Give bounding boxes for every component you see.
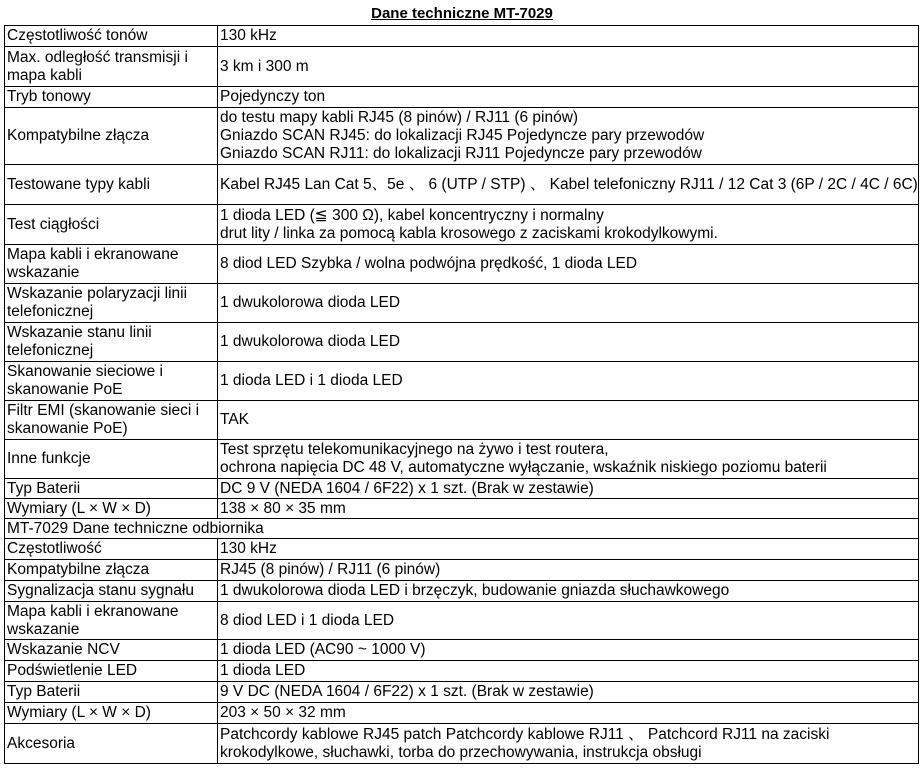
spec-label: Wymiary (L × W × D) <box>5 499 218 519</box>
spec-table <box>4 25 919 764</box>
spec-label: Wskazanie polaryzacji linii telefonicznej <box>5 284 218 323</box>
spec-value: Test sprzętu telekomunikacyjnego na żywo i test routera, ochrona napięcia DC 48 V, automatyczne wyłączanie, wskaźnik niskiego poziomu baterii <box>218 440 919 479</box>
spec-row-other-functions <box>5 440 919 479</box>
spec-row-max-distance <box>5 47 919 87</box>
spec-value: 1 dioda LED <box>218 661 919 682</box>
spec-label: Tryb tonowy <box>5 87 218 108</box>
spec-row-tone-mode <box>5 87 919 108</box>
receiver-row-frequency <box>5 539 919 560</box>
spec-value: 9 V DC (NEDA 1604 / 6F22) x 1 szt. (Brak w zestawie) <box>218 682 919 703</box>
spec-label: Filtr EMI (skanowanie sieci i skanowanie PoE) <box>5 401 218 440</box>
spec-value: do testu mapy kabli RJ45 (8 pinów) / RJ11 (6 pinów) Gniazdo SCAN RJ45: do lokalizacji RJ45 Pojedyncze pary przewodów Gniazdo SCAN RJ11: do lokalizacji RJ11 Pojedyncze pary przewodów <box>218 108 919 165</box>
spec-value: 1 dwukolorowa dioda LED <box>218 284 919 323</box>
spec-label: Inne funkcje <box>5 440 218 479</box>
spec-value: 1 dwukolorowa dioda LED i brzęczyk, budowanie gniazda słuchawkowego <box>218 581 919 602</box>
spec-label: Wymiary (L × W × D) <box>5 703 218 724</box>
document-title-text: Dane techniczne MT-7029 <box>371 5 553 22</box>
spec-value: TAK <box>218 401 919 440</box>
spec-row-line-polarity <box>5 284 919 323</box>
spec-value: 1 dioda LED (AC90 ~ 1000 V) <box>218 640 919 661</box>
spec-value: 130 kHz <box>218 539 919 560</box>
spec-value: RJ45 (8 pinów) / RJ11 (6 pinów) <box>218 560 919 581</box>
spec-value: 3 km i 300 m <box>218 47 919 87</box>
spec-row-tone-frequency <box>5 26 919 47</box>
spec-label: Skanowanie sieciowe i skanowanie PoE <box>5 362 218 401</box>
document-title <box>0 4 924 24</box>
spec-value: Pojedynczy ton <box>218 87 919 108</box>
spec-row-continuity-test <box>5 205 919 245</box>
spec-row-battery-type <box>5 479 919 499</box>
spec-value: 8 diod LED Szybka / wolna podwójna prędkość, 1 dioda LED <box>218 245 919 284</box>
spec-row-wiremap-shield <box>5 245 919 284</box>
spec-label: Mapa kabli i ekranowane wskazanie <box>5 602 218 640</box>
spec-label: Wskazanie stanu linii telefonicznej <box>5 323 218 362</box>
receiver-row-battery-type <box>5 682 919 703</box>
spec-label: Mapa kabli i ekranowane wskazanie <box>5 245 218 284</box>
spec-value: 1 dioda LED i 1 dioda LED <box>218 362 919 401</box>
spec-label: Typ Baterii <box>5 682 218 703</box>
receiver-row-led-backlight <box>5 661 919 682</box>
receiver-row-ncv <box>5 640 919 661</box>
receiver-section-header-row <box>5 519 919 539</box>
spec-row-cable-types <box>5 165 919 205</box>
spec-label: Kompatybilne złącza <box>5 108 218 165</box>
receiver-row-accessories <box>5 724 919 764</box>
spec-value: 8 diod LED i 1 dioda LED <box>218 602 919 640</box>
spec-value: 1 dwukolorowa dioda LED <box>218 323 919 362</box>
spec-value: 138 × 80 × 35 mm <box>218 499 919 519</box>
spec-label: Typ Baterii <box>5 479 218 499</box>
spec-label: Częstotliwość <box>5 539 218 560</box>
spec-row-emi-filter <box>5 401 919 440</box>
spec-row-dimensions <box>5 499 919 519</box>
receiver-section-header: MT-7029 Dane techniczne odbiornika <box>5 519 919 539</box>
spec-label: Kompatybilne złącza <box>5 560 218 581</box>
spec-label: Max. odległość transmisji i mapa kabli <box>5 47 218 87</box>
spec-value: Kabel RJ45 Lan Cat 5、5e 、 6 (UTP / STP) 、 Kabel telefoniczny RJ11 / 12 Cat 3 (6P / 2C / 4C / 6C) <box>218 165 919 205</box>
receiver-row-signal-indication <box>5 581 919 602</box>
spec-row-line-status <box>5 323 919 362</box>
spec-row-network-poe-scan <box>5 362 919 401</box>
spec-value: Patchcordy kablowe RJ45 patch Patchcordy kablowe RJ11 、 Patchcord RJ11 na zaciski krokodylkowe, słuchawki, torba do przechowywania, instrukcja obsługi <box>218 724 919 764</box>
spec-label: Wskazanie NCV <box>5 640 218 661</box>
spec-value: 1 dioda LED (≦ 300 Ω), kabel koncentryczny i normalny drut lity / linka za pomocą kabla krosowego z zaciskami krokodylkowymi. <box>218 205 919 245</box>
receiver-row-dimensions <box>5 703 919 724</box>
spec-value: 203 × 50 × 32 mm <box>218 703 919 724</box>
spec-label: Test ciągłości <box>5 205 218 245</box>
spec-value: DC 9 V (NEDA 1604 / 6F22) x 1 szt. (Brak w zestawie) <box>218 479 919 499</box>
spec-value: 130 kHz <box>218 26 919 47</box>
spec-label: Akcesoria <box>5 724 218 764</box>
receiver-row-wiremap-shield <box>5 602 919 640</box>
spec-label: Testowane typy kabli <box>5 165 218 205</box>
spec-label: Częstotliwość tonów <box>5 26 218 47</box>
spec-row-compatible-connectors <box>5 108 919 165</box>
spec-label: Podświetlenie LED <box>5 661 218 682</box>
receiver-row-compatible-connectors <box>5 560 919 581</box>
spec-label: Sygnalizacja stanu sygnału <box>5 581 218 602</box>
